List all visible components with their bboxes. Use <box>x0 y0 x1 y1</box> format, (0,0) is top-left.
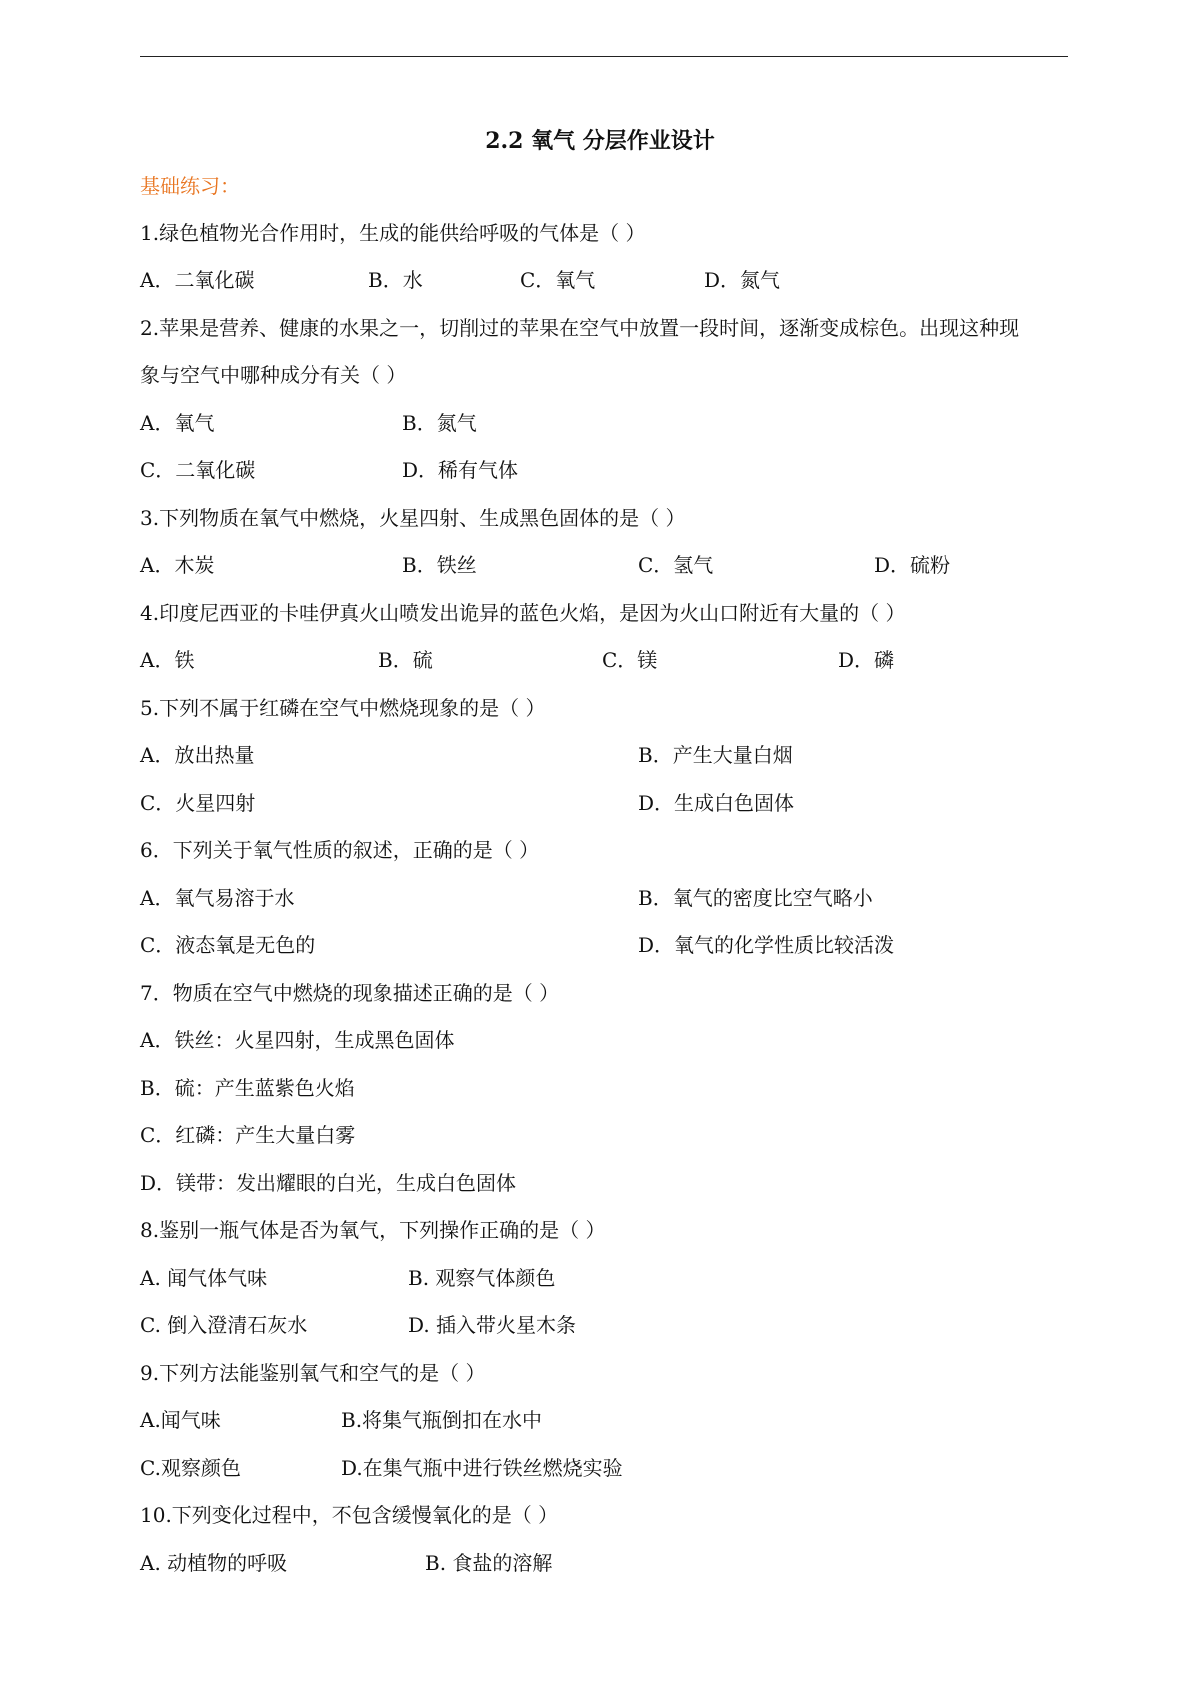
option: B．硫：产生蓝紫色火焰 <box>140 1076 355 1100</box>
option: D．镁带：发出耀眼的白光，生成白色固体 <box>140 1171 517 1195</box>
option: B.将集气瓶倒扣在水中 <box>341 1408 543 1432</box>
option: D．稀有气体 <box>402 458 519 482</box>
option: C．火星四射 <box>140 791 256 815</box>
option: A. 闻气体气味 <box>140 1266 268 1290</box>
option: A. 动植物的呼吸 <box>140 1551 288 1575</box>
option: A．二氧化碳 <box>140 268 255 292</box>
option: B．产生大量白烟 <box>638 743 793 767</box>
question-stem: 7．物质在空气中燃烧的现象描述正确的是（ ） <box>140 981 560 1005</box>
option: A．铁丝：火星四射，生成黑色固体 <box>140 1028 455 1052</box>
option: C. 倒入澄清石灰水 <box>140 1313 308 1337</box>
option: B. 食盐的溶解 <box>425 1551 553 1575</box>
section-label: 基础练习： <box>140 174 240 198</box>
option: C．二氧化碳 <box>140 458 256 482</box>
question-stem: 2.苹果是营养、健康的水果之一，切削过的苹果在空气中放置一段时间，逐渐变成棕色。出现这种现 <box>140 316 1020 340</box>
question-stem: 9.下列方法能鉴别氧气和空气的是（ ） <box>140 1361 486 1385</box>
header-rule <box>140 56 1068 57</box>
option: C．液态氧是无色的 <box>140 933 316 957</box>
option: B．铁丝 <box>402 553 477 577</box>
option: C．氧气 <box>520 268 596 292</box>
question-stem: 10.下列变化过程中，不包含缓慢氧化的是（ ） <box>140 1503 559 1527</box>
option: A.闻气味 <box>140 1408 221 1432</box>
option: C．镁 <box>602 648 658 672</box>
option: A．木炭 <box>140 553 215 577</box>
question-stem: 3.下列物质在氧气中燃烧，火星四射、生成黑色固体的是（ ） <box>140 506 686 530</box>
option: C．氢气 <box>638 553 714 577</box>
option: B. 观察气体颜色 <box>408 1266 556 1290</box>
question-stem: 5.下列不属于红磷在空气中燃烧现象的是（ ） <box>140 696 546 720</box>
option: D. 插入带火星木条 <box>408 1313 577 1337</box>
option: A．铁 <box>140 648 195 672</box>
option: B．氮气 <box>402 411 477 435</box>
option: A．氧气易溶于水 <box>140 886 295 910</box>
option: D.在集气瓶中进行铁丝燃烧实验 <box>341 1456 623 1480</box>
option: D．硫粉 <box>874 553 951 577</box>
question-stem: 1.绿色植物光合作用时，生成的能供给呼吸的气体是（ ） <box>140 221 646 245</box>
option: D．氧气的化学性质比较活泼 <box>638 933 895 957</box>
option: B．硫 <box>378 648 433 672</box>
option: D．氮气 <box>704 268 781 292</box>
question-stem-continued: 象与空气中哪种成分有关（ ） <box>140 363 407 387</box>
question-stem: 4.印度尼西亚的卡哇伊真火山喷发出诡异的蓝色火焰，是因为火山口附近有大量的（ ） <box>140 601 906 625</box>
page-title: 2.2 氧气 分层作业设计 <box>485 128 715 154</box>
option: B．水 <box>368 268 423 292</box>
question-stem: 8.鉴别一瓶气体是否为氧气，下列操作正确的是（ ） <box>140 1218 606 1242</box>
option: C.观察颜色 <box>140 1456 241 1480</box>
option: D．磷 <box>838 648 895 672</box>
option: A．放出热量 <box>140 743 255 767</box>
option: B．氧气的密度比空气略小 <box>638 886 873 910</box>
question-stem: 6．下列关于氧气性质的叙述，正确的是（ ） <box>140 838 540 862</box>
option: D．生成白色固体 <box>638 791 795 815</box>
option: C．红磷：产生大量白雾 <box>140 1123 356 1147</box>
option: A．氧气 <box>140 411 215 435</box>
